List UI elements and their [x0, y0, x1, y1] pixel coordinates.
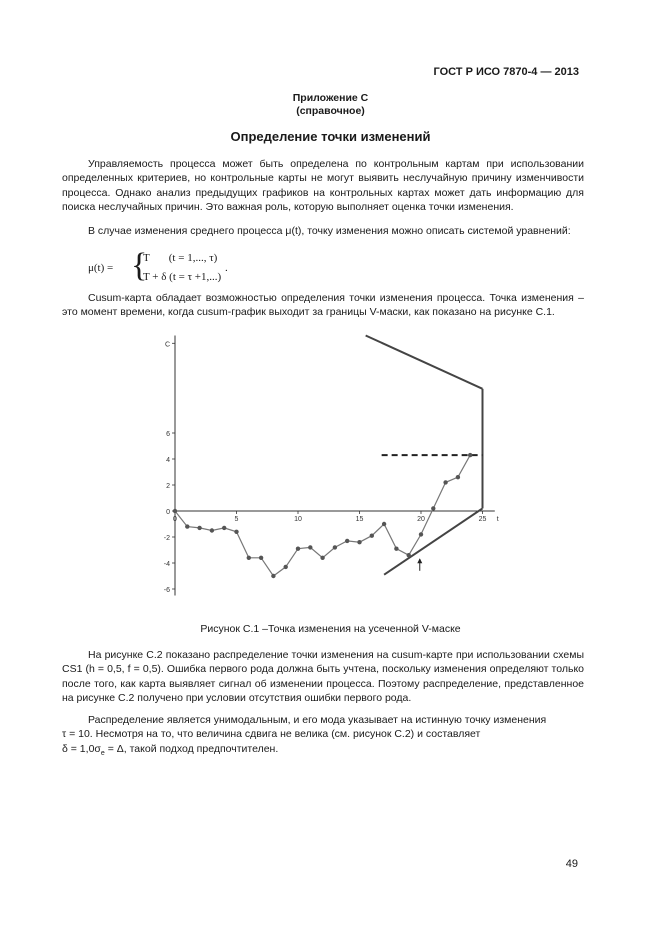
standard-header: ГОСТ Р ИСО 7870-4 — 2013 — [433, 66, 579, 78]
cusum-point — [308, 545, 312, 549]
annex-subtitle: (справочное) — [296, 105, 365, 117]
cusum-point — [382, 522, 386, 526]
x-tick-label: 25 — [478, 516, 487, 523]
paragraph-1 — [62, 157, 584, 214]
v-mask-upper-arm — [366, 336, 483, 389]
delta-expr-tail: = Δ, такой подход предпочтителен. — [104, 742, 279, 755]
x-tick-label: 15 — [355, 516, 364, 523]
formula-brace: { — [131, 247, 148, 284]
cusum-point — [173, 509, 177, 513]
paragraph-2 — [62, 224, 584, 238]
cusum-point — [419, 532, 423, 536]
paragraph-5-line-2: τ = 10. Несмотря на то, что величина сдвига не велика (см. рисунок С.2) и составляет — [62, 728, 481, 741]
x-tick-label: 20 — [417, 516, 425, 523]
cusum-point — [284, 565, 288, 569]
x-tick-label: 5 — [234, 516, 239, 523]
y-tick-label: -4 — [163, 561, 170, 568]
paragraph-2-text: В случае изменения среднего процесса μ(t), точку изменения можно описать системой уравнений: — [88, 225, 571, 237]
change-point-formula — [88, 247, 288, 286]
delta-expr: δ = 1,0σ — [62, 742, 101, 755]
cusum-point — [247, 556, 251, 560]
y-tick-label: -6 — [163, 587, 170, 594]
cusum-point — [407, 553, 411, 557]
x-tick-label: 0 — [173, 516, 177, 523]
cusum-point — [197, 526, 201, 530]
cusum-point — [357, 540, 361, 544]
cusum-point — [431, 506, 435, 510]
cusum-point — [333, 545, 337, 549]
formula-line-2: T + δ (t = τ +1,...) — [143, 271, 222, 283]
cusum-point — [210, 528, 214, 532]
sigma-subscript: e — [100, 749, 105, 757]
cusum-point — [443, 480, 447, 484]
section-title: Определение точки изменений — [230, 129, 431, 144]
paragraph-5 — [62, 713, 584, 761]
paragraph-5-line-3 — [62, 742, 584, 761]
y-tick-label: 6 — [166, 431, 170, 438]
formula-lhs: μ(t) = — [88, 262, 114, 274]
y-tick-label: -2 — [163, 535, 170, 542]
cusum-point — [296, 547, 300, 551]
annex-title: Приложение С — [292, 92, 369, 104]
cusum-point — [345, 539, 349, 543]
x-tick-label: 10 — [294, 516, 302, 523]
cusum-vmask-figure — [160, 330, 505, 610]
cusum-point — [259, 556, 263, 560]
page-number: 49 — [565, 858, 578, 870]
cusum-point — [370, 534, 374, 538]
cusum-point — [320, 556, 324, 560]
paragraph-4 — [62, 648, 584, 705]
paragraph-3-text: Cusum-карта обладает возможностью определения точки изменения процесса. Точка изменения –это момент времени, когда cusum-график выходит за границы V-маски, как показано на рисунке С.1. — [62, 292, 584, 319]
y-tick-label: C — [164, 341, 170, 349]
cusum-point — [234, 530, 238, 534]
annex-heading — [0, 92, 661, 118]
y-tick-label: 2 — [166, 483, 170, 490]
v-mask-lower-arm — [384, 508, 482, 574]
formula-line-1: T (t = 1,..., τ) — [143, 252, 218, 264]
formula-end: . — [225, 262, 228, 274]
y-tick-label: 4 — [166, 457, 170, 464]
cusum-point — [468, 453, 472, 457]
paragraph-5-line-1 — [62, 713, 584, 727]
y-tick-label: 0 — [166, 509, 170, 516]
cusum-point — [394, 547, 398, 551]
paragraph-5-line-1-text: Распределение является унимодальным, и его мода указывает на истинную точку изменения — [88, 714, 547, 726]
cusum-chart — [160, 330, 505, 610]
cusum-point — [185, 524, 189, 528]
paragraph-3 — [62, 291, 584, 320]
cusum-point — [456, 475, 460, 479]
cusum-point — [271, 574, 275, 578]
paragraph-4-text: На рисунке С.2 показано распределение точки изменения на cusum-карте при использовании схемы CS1 (h = 0,5, f = 0,5). Ошибка первого рода должна быть учтена, поскольку изменения определяют только после того, как карта выявляет сигнал об изменении процесса. Поэтому распределение, представленное на рисунке С.2 получено при условии отсутствия ошибки первого рода. — [62, 649, 584, 704]
paragraph-1-text: Управляемость процесса может быть определена по контрольным картам при использовании определенных критериев, но контрольные карты не могут выявить неслучайную причину изменчивости процесса. Однако анализ предыдущих графиков на контрольных картах может дать информацию для поиска неслучайных причин. Это важная роль, которую выполняет оценка точки изменения. — [62, 158, 584, 213]
change-point-arrow-head — [417, 558, 422, 563]
figure-caption: Рисунок С.1 –Точка изменения на усеченной V-маске — [200, 623, 461, 635]
cusum-point — [222, 526, 226, 530]
x-axis-end-label: t — [496, 516, 499, 523]
